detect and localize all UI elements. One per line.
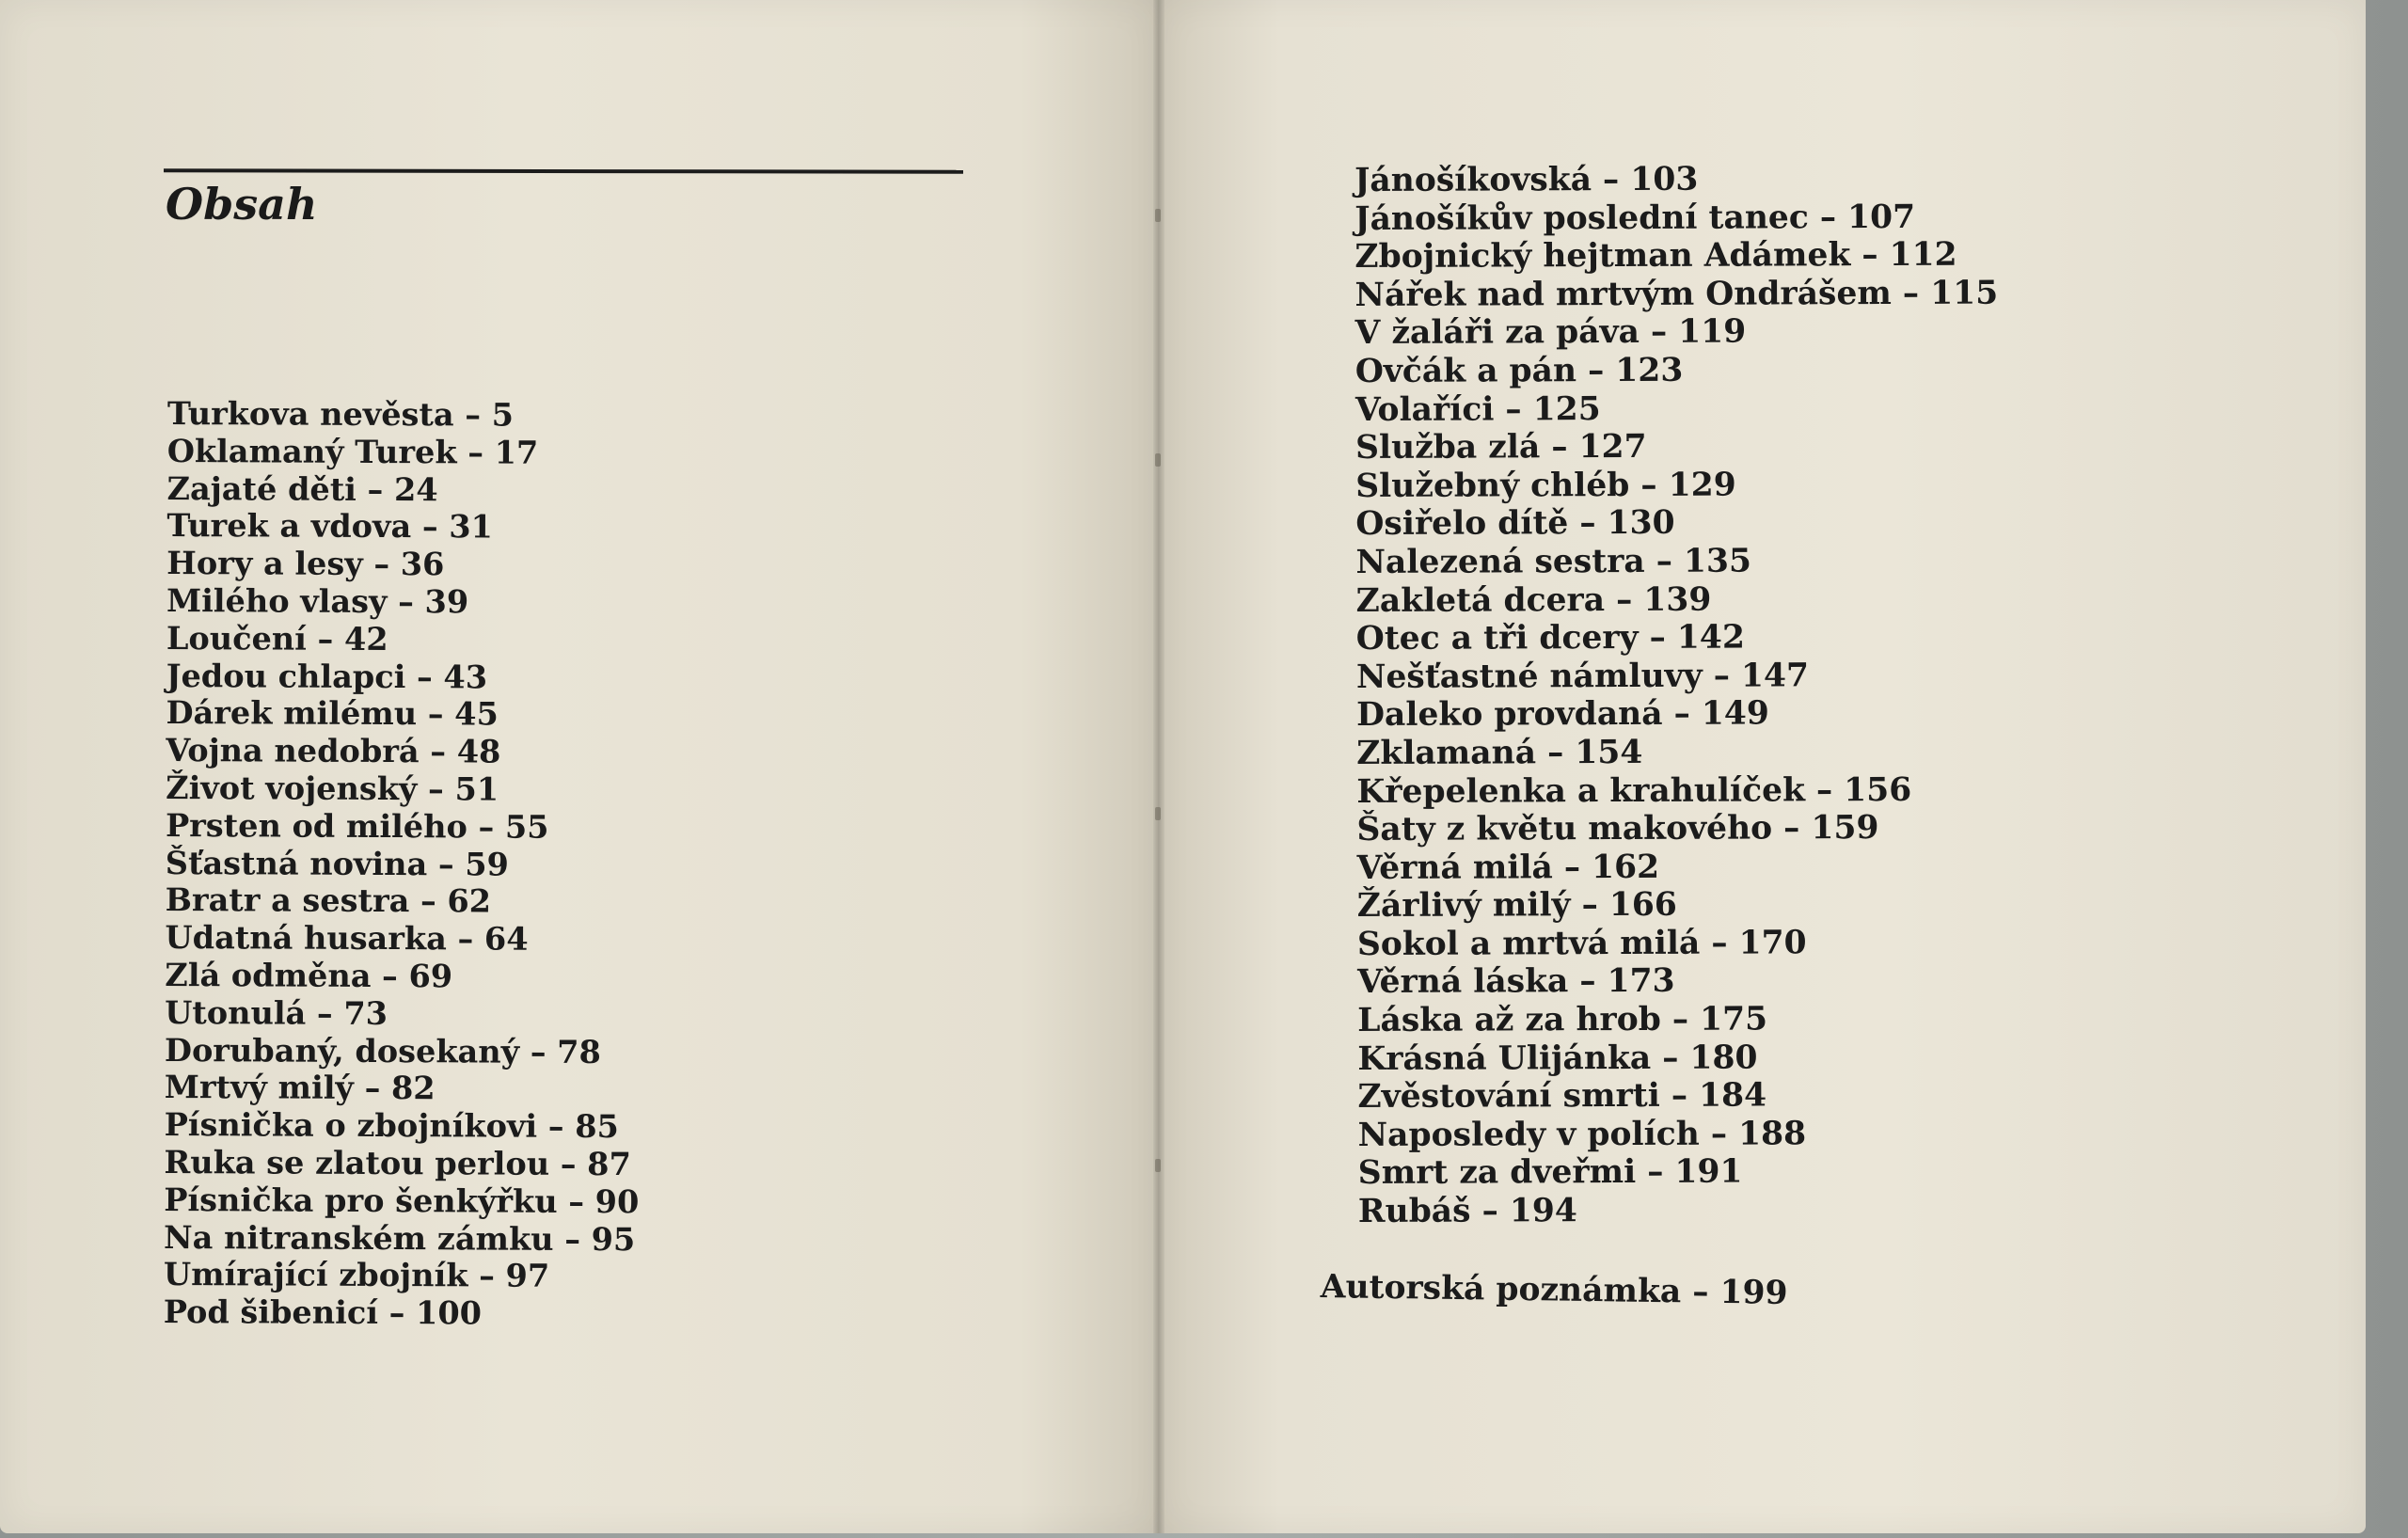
toc-entry: Pod šibenicí – 100: [163, 1293, 483, 1332]
toc-entry: Loučení – 42: [166, 619, 388, 658]
toc-entry: Žárlivý milý – 166: [1356, 886, 1677, 926]
toc-entry: Dárek milému – 45: [166, 694, 499, 733]
toc-entry: Udatná husarka – 64: [165, 919, 529, 958]
binding-stitch: [1155, 1159, 1161, 1172]
toc-entry: Služebný chléb – 129: [1355, 466, 1736, 505]
toc-entry: Ruka se zlatou perlou – 87: [164, 1143, 631, 1183]
toc-entry: Smrt za dveřmi – 191: [1357, 1153, 1743, 1193]
toc-entry: V žaláři za páva – 119: [1354, 312, 1747, 353]
toc-entry: Život vojenský – 51: [166, 769, 499, 808]
toc-entry: Věrná láska – 173: [1356, 962, 1675, 1002]
toc-entry: Turkova nevěsta – 5: [166, 395, 515, 434]
binding-stitch: [1155, 807, 1161, 820]
toc-entry: Otec a tři dcery – 142: [1355, 618, 1745, 658]
toc-entry: Jedou chlapci – 43: [166, 657, 488, 696]
toc-entry: Zlá odměna – 69: [165, 956, 453, 995]
toc-entry: Nešťastné námluvy – 147: [1355, 657, 1810, 696]
toc-entry: Jánošíkovská – 103: [1354, 160, 1699, 199]
toc-entry: Služba zlá – 127: [1354, 428, 1647, 468]
toc-entry: Zbojnický hejtman Adámek – 112: [1354, 235, 1957, 277]
toc-entry: Na nitranském zámku – 95: [164, 1218, 636, 1258]
toc-entry: Milého vlasy – 39: [166, 581, 469, 621]
toc-entry: Věrná milá – 162: [1356, 848, 1660, 887]
toc-entry: Mrtvý milý – 82: [164, 1069, 436, 1107]
toc-entry: Bratr a sestra – 62: [165, 881, 492, 920]
toc-entry: Šaty z květu makového – 159: [1356, 809, 1879, 849]
contents-heading: Obsah: [166, 179, 318, 230]
toc-entry: Hory a lesy – 36: [166, 545, 445, 583]
toc-entry: Zklamaná – 154: [1356, 733, 1643, 772]
book-gutter: [1153, 0, 1164, 1533]
toc-entry: Naposledy v polích – 188: [1357, 1115, 1807, 1154]
toc-entry: Turek a vdova – 31: [166, 507, 493, 546]
toc-entry: Sokol a mrtvá milá – 170: [1356, 924, 1807, 963]
toc-entry: Dorubaný, dosekaný – 78: [164, 1031, 601, 1070]
toc-entry: Volaříci – 125: [1354, 389, 1601, 429]
toc-entry: Písnička o zbojníkovi – 85: [164, 1106, 619, 1146]
toc-entry: Vojna nedobrá – 48: [166, 732, 501, 770]
author-note-entry: Autorská poznámka – 199: [1320, 1268, 1788, 1312]
heading-rule: [164, 168, 963, 173]
toc-entry: Krásná Ulijánka – 180: [1357, 1039, 1758, 1078]
toc-entry: Zakletá dcera – 139: [1355, 580, 1712, 620]
toc-entry: Utonulá – 73: [165, 993, 388, 1032]
toc-entry: Prsten od milého – 55: [165, 806, 549, 846]
toc-entry: Křepelenka a krahulíček – 156: [1356, 770, 1912, 811]
toc-list-right: [1354, 160, 2002, 1231]
toc-entry: Nalezená sestra – 135: [1355, 542, 1752, 581]
toc-entry: Osiřelo dítě – 130: [1355, 504, 1675, 544]
toc-entry: Šťastná novina – 59: [165, 844, 510, 883]
toc-entry: Daleko provdaná – 149: [1355, 694, 1769, 735]
binding-stitch: [1155, 453, 1161, 467]
left-page: [0, 0, 1159, 1533]
toc-entry: Nářek nad mrtvým Ondrášem – 115: [1354, 274, 1999, 314]
toc-entry: Láska až za hrob – 175: [1357, 1000, 1768, 1040]
toc-entry: Rubáš – 194: [1357, 1192, 1577, 1231]
toc-list-left: [164, 395, 642, 1333]
binding-stitch: [1155, 209, 1161, 222]
toc-entry: Ovčák a pán – 123: [1354, 351, 1684, 390]
toc-entry: Zvěstování smrti – 184: [1357, 1076, 1767, 1117]
toc-entry: Oklamaný Turek – 17: [166, 432, 539, 471]
toc-entry: Zajaté děti – 24: [166, 469, 438, 508]
toc-entry: Umírající zbojník – 97: [163, 1256, 550, 1295]
toc-entry: Písnička pro šenkýřku – 90: [164, 1181, 640, 1220]
toc-entry: Jánošíkův poslední tanec – 107: [1354, 198, 1916, 238]
